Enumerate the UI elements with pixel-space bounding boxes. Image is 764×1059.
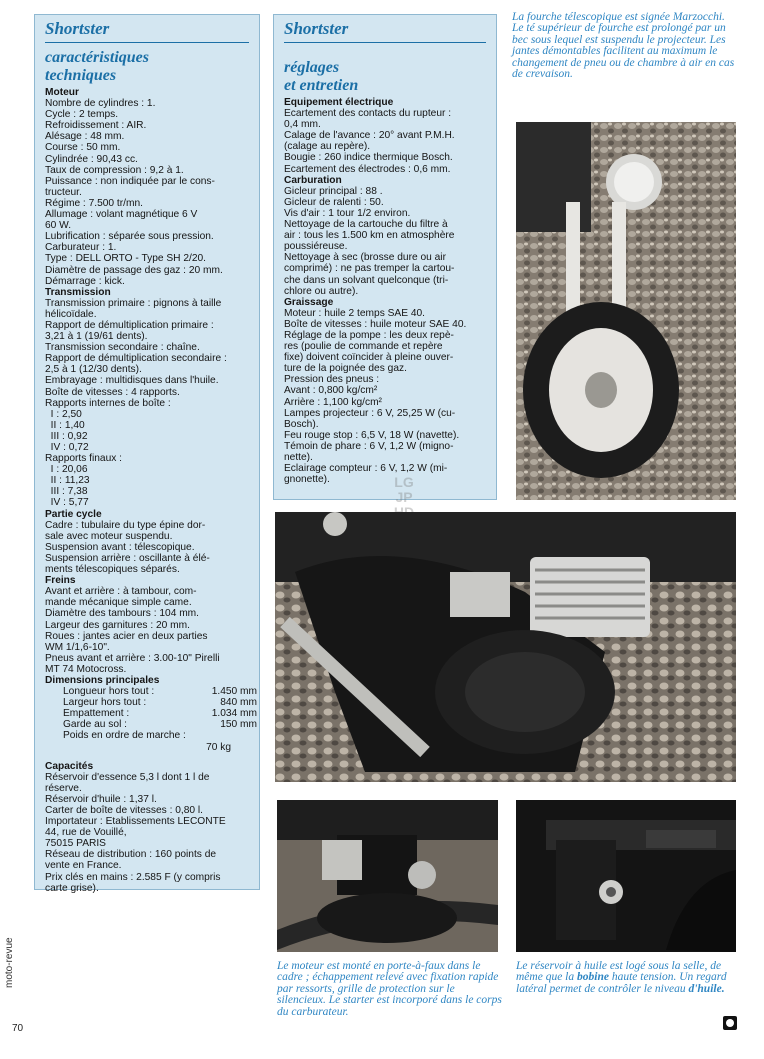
spec-line: Rapports finaux : [45,453,123,465]
caption-text: haute tension. Un regard latéral permet de contrôler le niveau [516,971,727,995]
section-heading: Moteur [45,87,79,98]
spec-line: Régime : 7.500 tr/mn. [45,197,143,209]
spec-line: ments télescopiques séparés. [45,564,180,576]
spec-line: Rapport de démultiplication secondaire : [45,353,227,365]
spec-line: Arrière : 1,100 kg/cm² [284,396,382,408]
section-heading: Carburation [284,174,342,186]
spec-line: Eclairage compteur : 6 V, 1,2 W (mi- [284,463,448,475]
photo-engine [275,512,736,782]
spec-line: réserve. [45,782,82,794]
spec-line: Réservoir d'huile : 1,37 l. [45,793,157,805]
spec-line: Pneus avant et arrière : 3.00-10" Pirelli [45,652,220,664]
spec-line: Type : DELL ORTO - Type SH 2/20. [45,253,206,265]
caption-engine: Le moteur est monté en porte-à-faux dans le cadre ; échappement relevé avec fixation rapide par ressorts, grille de protection sur le silencieux. Le starter est incorporé dans le corps du carburateur. [277,960,502,1018]
spec-line: IV : 5,77 [45,497,89,509]
spec-line: Puissance : non indiquée par le cons- [45,175,215,187]
spec-line: Rapports internes de boîte : [45,397,171,409]
spec-line: Réseau de distribution : 160 points de [45,849,217,861]
spec-line: III : 0,92 [45,430,88,442]
maintenance-box [273,14,497,500]
spec-line: Prix clés en mains : 2.585 F (y compris [45,871,221,883]
spec-line: Nombre de cylindres : 1. [45,98,156,110]
spec-line: Boîte de vitesses : huile moteur SAE 40. [284,318,467,330]
spec-line: Vis d'air : 1 tour 1/2 environ. [284,207,411,219]
dimension-value: 840 mm [220,697,257,709]
section-heading: Partie cycle [45,508,102,520]
spec-line: Boîte de vitesses : 4 rapports. [45,386,180,398]
spec-line: Ecartement des électrodes : 0,6 mm. [284,163,451,175]
spec-line: Importateur : Etablissements LECONTE [45,816,226,828]
dimension-value: 1.034 mm [211,708,257,720]
dimension-value: 1.450 mm [211,686,257,698]
spec-line: Transmission primaire : pignons à taille [45,297,222,309]
spec-line: vente en France. [45,860,122,872]
magazine-name: moto-revue [4,937,15,988]
spec-line: IV : 0,72 [45,442,89,453]
dimension-label: Empattement : [63,708,130,720]
spec-line: fixe) doivent coïncider à pleine ouver- [284,352,454,364]
spec-list [45,87,249,686]
dimension-label: Longueur hors tout : [63,686,155,698]
spec-line: Suspension avant : télescopique. [45,541,195,553]
weight-label: Poids en ordre de marche : [63,730,186,742]
section-heading: Equipement électrique [284,97,394,108]
spec-line: 60 W. [45,220,72,232]
spec-line: Réservoir d'essence 5,3 l dont 1 l de [45,771,210,783]
spec-line: 75015 PARIS [45,838,106,850]
spec-line: Lampes projecteur : 6 V, 25,25 W (cu- [284,407,456,419]
spec-line: Transmission secondaire : chaîne. [45,342,200,354]
spec-line: Cycle : 2 temps. [45,109,119,121]
spec-line: WM 1/1,6-10". [45,641,110,653]
weight-value: 70 kg [206,741,231,753]
spec-line: Cadre : tubulaire du type épine dor- [45,519,206,531]
caption-bold: d'huile. [688,982,725,995]
spec-line: Gicleur de ralenti : 50. [284,196,384,208]
dimension-row [45,708,257,720]
spec-line: poussiéreuse. [284,241,348,253]
spec-line: ture de la poignée des gaz. [284,363,407,375]
box-title: Shortster [45,19,249,43]
spec-line: Gicleur principal : 88 . [284,185,383,197]
box-subtitle: et entretien [284,77,359,94]
spec-line: Rapport de démultiplication primaire : [45,319,214,331]
spec-line: Carter de boîte de vitesses : 0,80 l. [45,805,203,816]
section-heading: Freins [45,575,76,587]
dimension-label: Garde au sol : [63,719,127,731]
photo-oil-reservoir [516,800,736,952]
spec-line: 0,4 mm. [284,119,321,131]
spec-line: Calage de l'avance : 20° avant P.M.H. [284,130,455,142]
spec-line: gnonette). [284,474,330,486]
section-heading: Transmission [45,286,111,298]
spec-line: Taux de compression : 9,2 à 1. [45,164,184,176]
spec-line: Démarrage : kick. [45,275,125,287]
spec-line: Avant : 0,800 kg/cm² [284,385,378,397]
section-heading: Capacités [45,760,94,772]
spec-line: comprimé) : ne pas tremper la cartou- [284,263,455,275]
spec-line: chlore ou autre). [284,285,359,297]
spec-line: II : 1,40 [45,419,85,431]
spec-line: Avant et arrière : à tambour, com- [45,586,197,598]
photo-exhaust [277,800,498,952]
caption-fork: La fourche télescopique est signée Marzocchi. Le té supérieur de fourche est prolongé par un bec sous lequel est suspendu le projecteur. Les jantes démontables facilitent au maximum le changement de pneu ou de chambre à air en cas de crevaison. [512,11,735,81]
spec-list [284,97,486,485]
section-heading: Graissage [284,296,334,308]
spec-line: Bosch). [284,418,319,430]
spec-line: I : 2,50 [45,408,82,420]
watermark-logo: LG JP [394,474,414,505]
box-title: Shortster [284,19,486,43]
page-number: 70 [12,1023,24,1034]
spec-line: air : tous les 1.500 km en atmosphère [284,230,455,242]
spec-line: II : 11,23 [45,475,90,487]
spec-line: Embrayage : multidisques dans l'huile. [45,375,219,387]
weight-row [45,730,249,752]
spec-line: MT 74 Motocross. [45,663,127,675]
caption-oil-reservoir [516,961,742,995]
spec-line: Suspension arrière : oscillante à élé- [45,552,210,564]
spec-line: III : 7,38 [45,486,88,498]
spec-line: res (poulie de commande et repère [284,341,443,353]
spec-line: 2,5 à 1 (12/30 dents). [45,364,142,376]
spec-line: Lubrification : séparée sous pression. [45,231,214,243]
spec-line: Alésage : 48 mm. [45,131,125,143]
spec-line: Diamètre des tambours : 104 mm. [45,608,200,620]
spec-line: 3,21 à 1 (19/61 dents). [45,331,148,343]
spec-line: nette). [284,452,313,463]
spec-line: carte grise). [45,882,99,894]
spec-line: Nettoyage à sec (brosse dure ou air [284,252,446,264]
spec-line: Diamètre de passage des gaz : 20 mm. [45,264,223,276]
dimension-value: 150 mm [220,719,257,731]
spec-line: (calage au repère). [284,141,371,153]
end-of-article-icon [723,1016,737,1030]
spec-line: che dans un solvant quelconque (tri- [284,274,449,286]
dimension-row [45,719,257,731]
caption-bold: bobine [577,971,609,984]
spec-line: Bougie : 260 indice thermique Bosch. [284,152,453,164]
spec-line: hélicoïdale. [45,308,97,320]
spec-line: Refroidissement : AIR. [45,120,147,132]
dimension-row [45,697,257,709]
spec-list-capacities [45,761,249,894]
spec-line: Ecartement des contacts du rupteur : [284,108,452,120]
spec-line: Roues : jantes acier en deux parties [45,630,208,642]
photo-front-fork [516,122,736,500]
spec-line: Course : 50 mm. [45,142,121,154]
spec-line: Allumage : volant magnétique 6 V [45,209,198,221]
dimension-label: Largeur hors tout : [63,697,147,709]
spec-line: Réglage de la pompe : les deux repè- [284,329,454,341]
spec-line: Carburateur : 1. [45,242,117,254]
caption-text: Le réservoir à huile est logé sous la selle, de même que la [516,960,722,984]
spec-line: Largeur des garnitures : 20 mm. [45,619,190,631]
box-subtitle: réglages [284,59,340,76]
specifications-box [34,14,260,894]
dimension-row [45,686,257,698]
spec-line: Témoin de phare : 6 V, 1,2 W (migno- [284,440,454,452]
dimensions-list [45,686,257,731]
box-subtitle: techniques [45,67,117,84]
spec-line: Pression des pneus : [284,374,380,386]
spec-line: Cylindrée : 90,43 cc. [45,153,138,165]
section-heading: Dimensions principales [45,674,160,686]
spec-line: 44, rue de Vouillé, [45,827,127,839]
box-subtitle: caractéristiques [45,49,149,66]
spec-line: Feu rouge stop : 6,5 V, 18 W (navette). [284,429,460,441]
spec-line: I : 20,06 [45,464,88,476]
spec-line: tructeur. [45,186,82,198]
spec-line: Moteur : huile 2 temps SAE 40. [284,307,425,319]
spec-line: mande mécanique simple came. [45,597,192,609]
spec-line: Nettoyage de la cartouche du filtre à [284,219,448,231]
spec-line: sale avec moteur suspendu. [45,530,173,542]
